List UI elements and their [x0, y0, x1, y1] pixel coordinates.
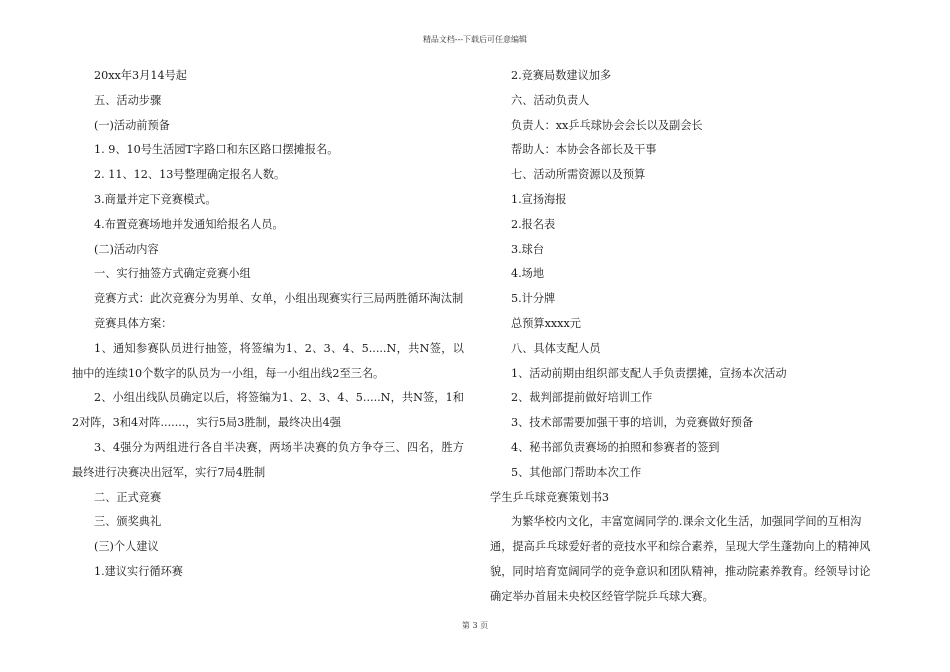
paragraph: 2、小组出线队员确定以后，将签编为1、2、3、4、5.....N，共N签，1和2对阵，3和4对阵.......，实行5局3胜制，最终决出4强 [72, 391, 464, 430]
page-header: 精品文档---下载后可任意编辑 [422, 35, 528, 44]
list-item: 2. 11、12、13号整理确定报名人数。 [94, 168, 286, 182]
list-item: 1.建议实行循环赛 [94, 564, 183, 578]
list-item: 4、秘书部负责赛场的拍照和参赛者的签到 [511, 440, 720, 454]
subsection-heading: (一)活动前预备 [94, 118, 170, 132]
paragraph: 1、通知参赛队员进行抽签，将签编为1、2、3、4、5.....N，共N签，以抽中的连续10个数字的队员为一小组，每一小组出线2至三名。 [72, 341, 464, 380]
subsection-heading: (二)活动内容 [94, 242, 159, 256]
paragraph: 为繁华校内文化，丰富宽阔同学的.课余文化生活，加强同学间的互相沟通，提高乒乓球爱好者的竞技水平和综合素养，呈现大学生蓬勃向上的精神风貌，同时培育宽阔同学的竞争意识和团队精神，推动院素养教育。经领导讨论确定举办首届未央校区经管学院乒乓球大赛。 [490, 515, 871, 603]
list-item: 4.场地 [511, 267, 545, 281]
left-column [72, 64, 464, 585]
paragraph: 帮助人：本协会各部长及干事 [511, 143, 657, 157]
list-item: 2.竞赛局数建议加多 [511, 69, 612, 82]
list-item: 3、技术部需要加强干事的培训，为竞赛做好预备 [511, 416, 754, 430]
list-item: 1. 9、10号生活园T字路口和东区路口摆摊报名。 [94, 143, 339, 157]
subsection-heading: (三)个人建议 [94, 540, 159, 554]
paragraph: 总预算xxxx元 [511, 316, 581, 330]
section-heading: 五、活动步骤 [94, 93, 162, 107]
list-item: 4.布置竞赛场地并发通知给报名人员。 [94, 217, 284, 231]
page-number: 第 3 页 [461, 621, 489, 630]
list-item: 1、活动前期由组织部支配人手负责摆摊，宣扬本次活动 [511, 366, 787, 380]
list-item: 2.报名表 [511, 217, 556, 231]
paragraph: 20xx年3月14号起 [94, 69, 187, 82]
paragraph: 负责人：xx乒乓球协会会长以及副会长 [511, 118, 703, 132]
list-item: 5.计分牌 [511, 292, 556, 306]
list-item: 2、裁判部提前做好培训工作 [511, 391, 653, 405]
list-item: 5、其他部门帮助本次工作 [511, 465, 642, 479]
paragraph: 竞赛方式：此次竞赛分为男单、女单，小组出现赛实行三局两胜循环淘汰制 [94, 292, 464, 306]
section-heading: 六、活动负责人 [511, 93, 590, 107]
section-heading: 一、实行抽签方式确定竞赛小组 [94, 267, 251, 281]
section-heading: 二、正式竞赛 [94, 490, 162, 504]
paragraph: 竞赛具体方案： [94, 316, 173, 330]
list-item: 1.宣扬海报 [511, 192, 567, 206]
document-title: 学生乒乓球竞赛策划书3 [490, 490, 609, 504]
section-heading: 三、颁奖典礼 [94, 515, 162, 529]
section-heading: 八、具体支配人员 [511, 341, 601, 355]
list-item: 3.球台 [511, 242, 545, 256]
section-heading: 七、活动所需资源以及预算 [511, 168, 646, 182]
paragraph: 3、4强分为两组进行各自半决赛，两场半决赛的负方争夺三、四名，胜方最终进行决赛决出冠军，实行7局4胜制 [72, 440, 464, 479]
list-item: 3.商量并定下竞赛模式。 [94, 192, 217, 206]
right-column [490, 64, 880, 610]
